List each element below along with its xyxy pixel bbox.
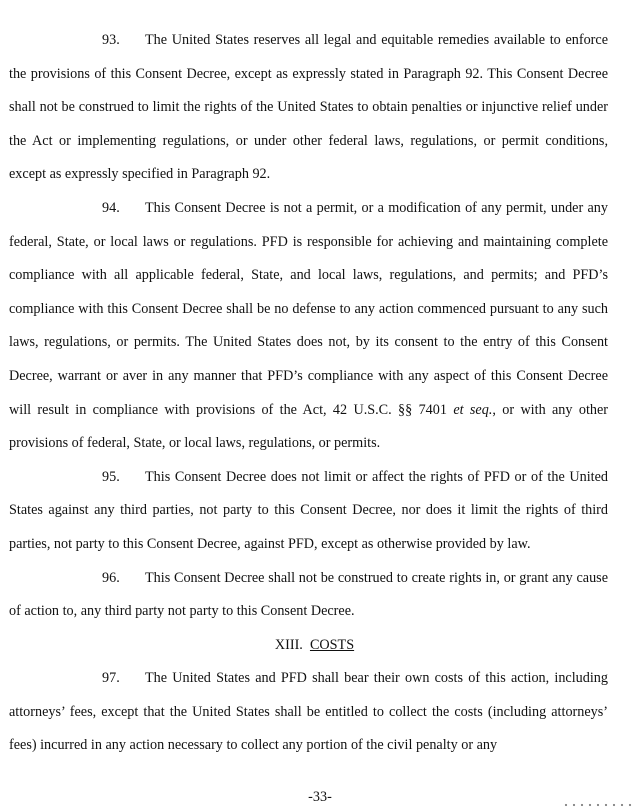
paragraph-number: 96. (102, 569, 120, 586)
paragraph-94 (9, 192, 608, 461)
italic-citation: et seq. (453, 401, 493, 418)
paragraph-text: The United States reserves all legal and equitable remedies available to enforce the provisions of this Consent Decree, except as expressly stated in Paragraph 92. This Consent Decree shall not be construed to limit the rights of the United States to obtain penalties or injunctive relief under the Act or implementing regulations, or under other federal laws, regulations, or permit conditions, except as expressly specified in Paragraph 92. (9, 32, 608, 183)
document-page (9, 24, 608, 763)
section-title: COSTS (309, 636, 355, 653)
paragraph-text: This Consent Decree does not limit or affect the rights of PFD or of the United States against any third parties, not party to this Consent Decree, nor does it limit the rights of third parties, not party to this Consent Decree, against PFD, except as otherwise provided by law. (9, 468, 608, 552)
paragraph-number: 94. (102, 199, 120, 216)
section-numeral: XIII. (274, 636, 303, 653)
paragraph-96 (9, 562, 608, 629)
paragraph-number: 93. (102, 32, 120, 48)
paragraph-text: This Consent Decree shall not be construed to create rights in, or grant any cause of action to, any third party not party to this Consent Decree. (9, 569, 608, 620)
paragraph-number: 95. (102, 468, 120, 485)
scan-dots-decoration (562, 802, 632, 808)
paragraph-number: 97. (102, 670, 120, 687)
section-heading (9, 629, 608, 663)
page-number: -33- (308, 789, 332, 805)
paragraph-95 (9, 461, 608, 562)
paragraph-text: The United States and PFD shall bear their own costs of this action, including attorneys’ fees, except that the United States shall be entitled to collect the costs (including attorneys’ fees) incurred in any action necessary to collect any portion of the civil penalty or any (9, 670, 608, 754)
paragraph-text-continued: , or with any other provisions of federal, State, or local laws, regulations, or permits. (9, 401, 609, 452)
paragraph-97 (9, 662, 608, 763)
paragraph-text: This Consent Decree is not a permit, or a modification of any permit, under any federal, State, or local laws or regulations. PFD is responsible for achieving and maintaining complete compliance with all applicable federal, State, and local laws, regulations, and permits; and PFD’s compliance with this Consent Decree shall be no defense to any action commenced pursuant to any such laws, regulations, or permits. The United States does not, by its consent to the entry of this Consent Decree, warrant or aver in any manner that PFD’s compliance with any aspect of this Consent Decree will result in compliance with provisions of the Act, 42 U.S.C. §§ 7401 (9, 199, 608, 418)
paragraph-93 (9, 24, 608, 192)
